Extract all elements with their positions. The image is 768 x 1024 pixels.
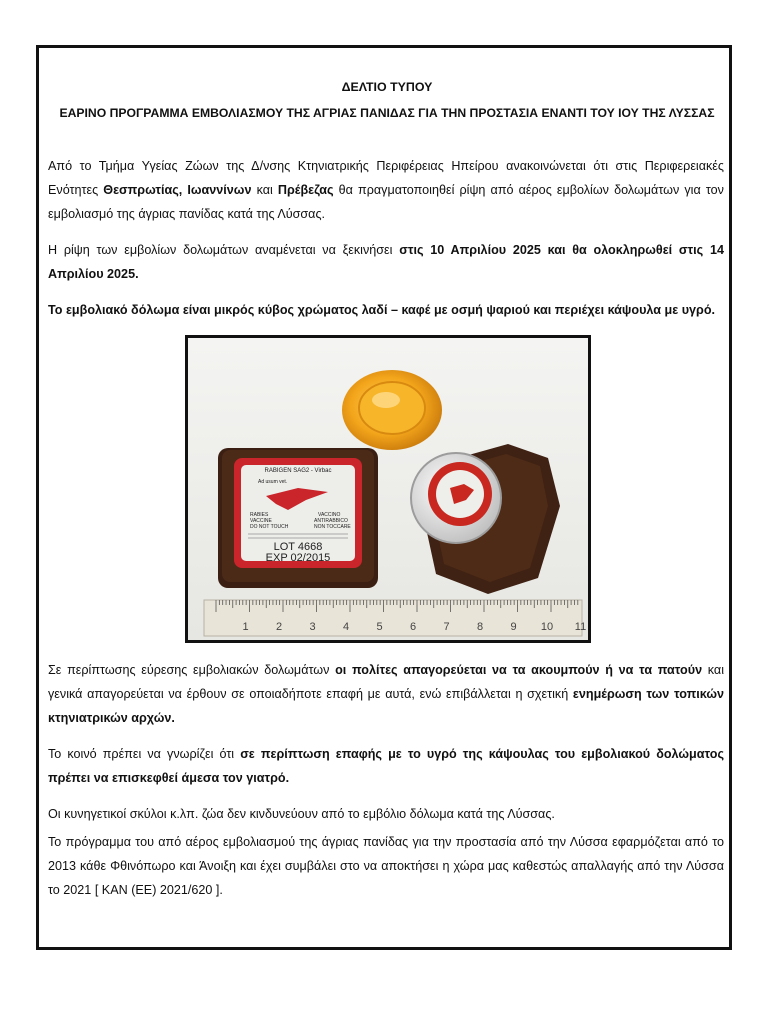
svg-text:RABIGEN SAG2 - Virbac: RABIGEN SAG2 - Virbac <box>264 468 332 474</box>
paragraph-medical-advice: Το κοινό πρέπει να γνωρίζει ότι σε περίπτωση επαφής με το υγρό της κάψουλας του εμβολιακού δολώματος πρέπει να επισκεφθεί άμεσα τον γιατρό. <box>48 747 725 785</box>
paragraph-prohibition: Σε περίπτωσης εύρεσης εμβολιακών δολωμάτων οι πολίτες απαγορεύεται να τα ακουμπούν ή να τα πατούν και γενικά απαγορεύεται να έρθουν σε οποιαδήποτε επαφή με αυτά, ενώ επιβάλλεται η σχετική ενημέρωση των τοπικών κτηνιατρικών αρχών. <box>48 663 724 725</box>
paragraph-dogs-safety: Οι κυνηγετικοί σκύλοι κ.λπ. ζώα δεν κινδυνεύουν από το εμβόλιο δόλωμα κατά της Λύσσας. <box>48 807 555 821</box>
capsule-icon <box>342 370 442 450</box>
document-subtitle: ΕΑΡΙΝΟ ΠΡΟΓΡΑΜΜΑ ΕΜΒΟΛΙΑΣΜΟΥ ΤΗΣ ΑΓΡΙΑΣ ΠΑΝΙΔΑΣ ΓΙΑ ΤΗΝ ΠΡΟΣΤΑΣΙΑ ΕΝΑΝΤΙ ΤΟΥ ΙΟΥ ΤΗΣ ΛΥΣΣΑΣ <box>59 106 715 120</box>
ruler-number: 4 <box>342 621 350 633</box>
svg-text:EXP 02/2015: EXP 02/2015 <box>265 552 331 564</box>
svg-text:NON TOCCARE: NON TOCCARE <box>314 524 351 530</box>
ruler-number: 9 <box>510 621 517 633</box>
bait-block-left-icon <box>218 448 378 588</box>
vaccine-bait-photo <box>185 335 591 643</box>
svg-text:LOT 4668: LOT 4668 <box>273 541 323 553</box>
ruler-number: 7 <box>443 621 450 633</box>
ruler-number: 8 <box>476 621 484 633</box>
paragraph-announcement: Από το Τμήμα Υγείας Ζώων της Δ/νσης Κτηνιατρικής Περιφέρειας Ηπείρου ανακοινώνεται ότι στις Περιφερειακές Ενότητες Θεσπρωτίας, Ιωαννίνων και Πρέβεζας θα πραγματοποιηθεί ρίψη από αέρος εμβολίων δολωμάτων για τον εμβολιασμό της άγριας πανίδας κατά της Λύσσας. <box>48 159 724 221</box>
svg-text:Ad usum vet.: Ad usum vet. <box>258 479 288 485</box>
svg-text:ANTIRABBICO: ANTIRABBICO <box>314 518 348 524</box>
ruler-number: 6 <box>409 621 417 633</box>
press-release-frame <box>36 45 732 950</box>
svg-text:VACCINO: VACCINO <box>318 512 341 518</box>
ruler-number: 11 <box>574 621 587 633</box>
document-title: ΔΕΛΤΙΟ ΤΥΠΟΥ <box>341 80 433 94</box>
ruler-number: 2 <box>275 621 283 633</box>
ruler-number: 3 <box>309 621 316 633</box>
paragraph-dates: Η ρίψη των εμβολίων δολωμάτων αναμένεται να ξεκινήσει στις 10 Απριλίου 2025 και θα ολοκληρωθεί στις 14 Απριλίου 2025. <box>48 243 724 281</box>
svg-text:VACCINE: VACCINE <box>250 518 272 524</box>
svg-text:DO NOT TOUCH: DO NOT TOUCH <box>250 524 289 530</box>
ruler-number: 1 <box>242 621 249 633</box>
ruler-icon <box>204 600 586 636</box>
paragraph-program-history: Το πρόγραμμα του από αέρος εμβολιασμού της άγριας πανίδας για την προστασία από την Λύσσα εφαρμόζεται από το 2013 κάθε Φθινόπωρο και Άνοιξη και έχει συμβάλει στο να αποκτήσει η χώρα μας καθεστώς απαλλαγής από την Λύσσα το 2021 [ ΚΑΝ (ΕΕ) 2021/620 ]. <box>48 835 724 897</box>
ruler-number: 5 <box>376 621 383 633</box>
paragraph-bait-description: Το εμβολιακό δόλωμα είναι μικρός κύβος χρώματος λαδί – καφέ με οσμή ψαριού και περιέχει κάψουλα με υγρό. <box>48 303 716 317</box>
svg-text:RABIES: RABIES <box>250 512 269 518</box>
ruler-number: 10 <box>540 621 554 633</box>
